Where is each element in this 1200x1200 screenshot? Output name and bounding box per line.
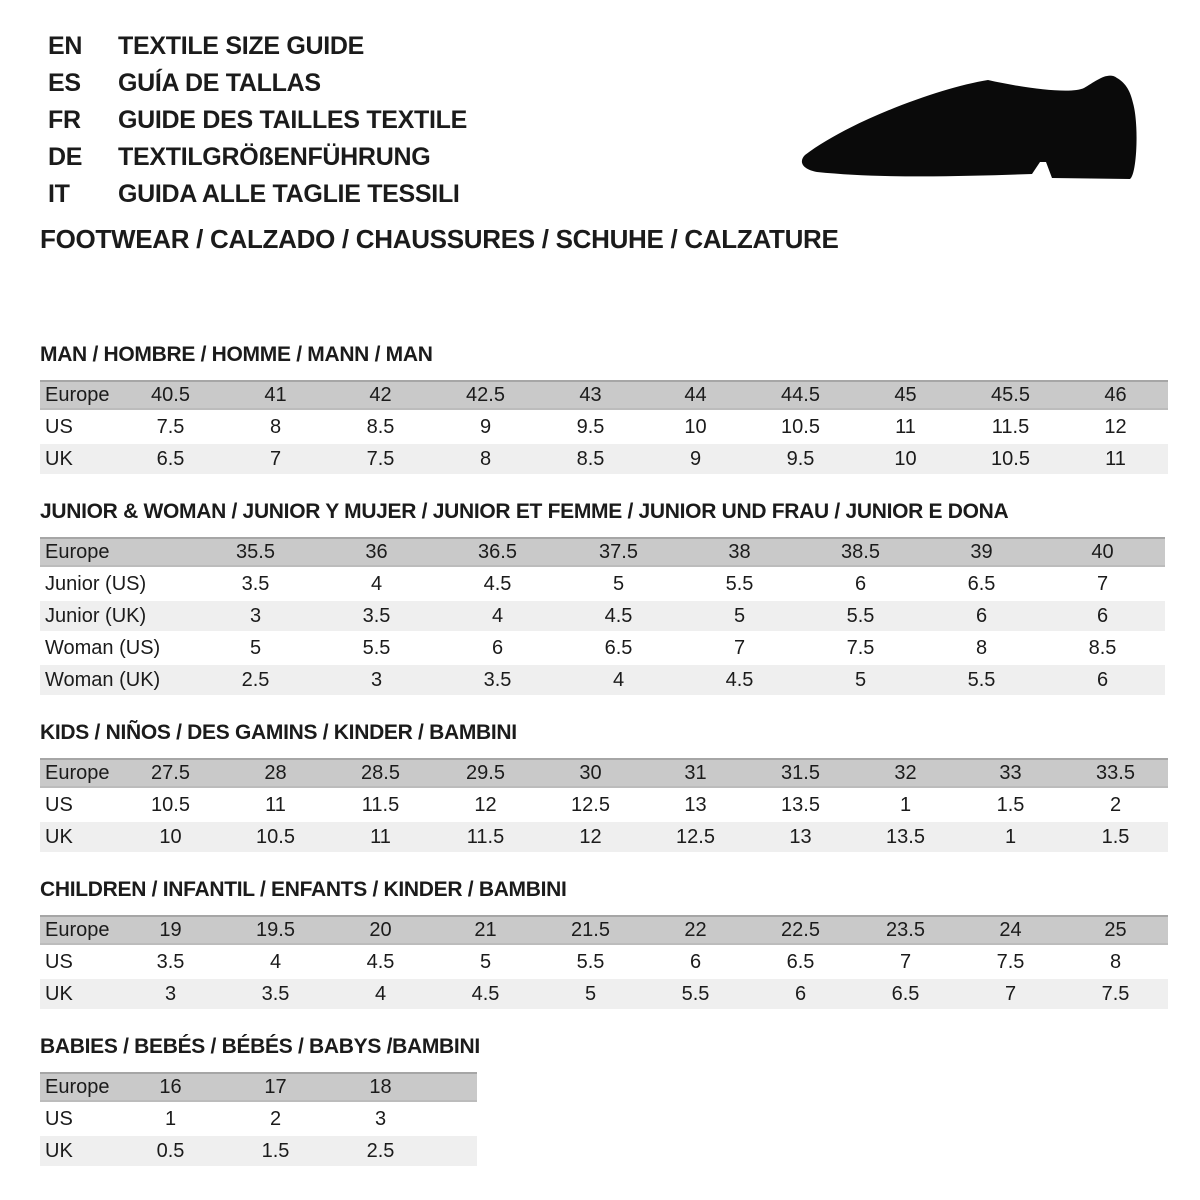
- size-cell: 9: [479, 416, 492, 438]
- size-cell: 22.5: [781, 919, 820, 941]
- size-cell: 32: [894, 762, 917, 784]
- size-cell: 4.5: [366, 951, 395, 973]
- language-code: ES: [48, 69, 81, 97]
- size-cell: 27.5: [151, 762, 190, 784]
- size-cell: 12: [579, 826, 602, 848]
- size-cell: 11: [265, 794, 286, 816]
- size-cell: 12.5: [571, 794, 610, 816]
- table-row: [40, 665, 1165, 695]
- table-row: [40, 790, 1168, 820]
- size-table-section-man: [40, 344, 1168, 474]
- size-cell: 11: [895, 416, 916, 438]
- table-title-junior-woman: JUNIOR & WOMAN / JUNIOR Y MUJER / JUNIOR ET FEMME / JUNIOR UND FRAU / JUNIOR E DONA: [40, 500, 1009, 523]
- size-cell: 33.5: [1096, 762, 1135, 784]
- size-cell: 5.5: [967, 669, 996, 691]
- row-label: Europe: [45, 1076, 110, 1098]
- size-cell: 3: [374, 1108, 387, 1130]
- size-cell: 5: [854, 669, 867, 691]
- size-cell: 10.5: [781, 416, 820, 438]
- size-cell: 24: [999, 919, 1022, 941]
- size-cell: 6.5: [156, 448, 185, 470]
- size-cell: 3: [370, 669, 383, 691]
- size-cell: 6: [1096, 669, 1109, 691]
- size-cell: 6.5: [786, 951, 815, 973]
- size-tables: [40, 344, 1168, 1168]
- size-cell: 9.5: [576, 416, 605, 438]
- size-cell: 7.5: [1101, 983, 1130, 1005]
- size-cell: 6: [491, 637, 504, 659]
- size-cell: 11.5: [361, 794, 400, 816]
- row-label: Europe: [45, 762, 110, 784]
- size-table-section-children: [40, 879, 1168, 1009]
- language-title: GUIDE DES TAILLES TEXTILE: [118, 106, 468, 134]
- size-cell: 36: [365, 541, 388, 563]
- row-label: Europe: [45, 541, 110, 563]
- size-cell: 7.5: [366, 448, 395, 470]
- size-cell: 11: [370, 826, 391, 848]
- size-cell: 39: [970, 541, 993, 563]
- size-cell: 18: [369, 1076, 392, 1098]
- row-label: UK: [45, 983, 73, 1005]
- size-cell: 16: [159, 1076, 182, 1098]
- size-cell: 8.5: [576, 448, 605, 470]
- language-row-fr: [48, 102, 467, 139]
- size-cell: 13: [789, 826, 812, 848]
- table-row: [40, 537, 1165, 567]
- size-cell: 3.5: [241, 573, 270, 595]
- size-cell: 46: [1104, 384, 1127, 406]
- row-label: US: [45, 794, 73, 816]
- size-cell: 1: [1004, 826, 1017, 848]
- table-row: [40, 758, 1168, 788]
- language-code: DE: [48, 143, 83, 171]
- size-cell: 20: [369, 919, 392, 941]
- size-cell: 5.5: [725, 573, 754, 595]
- size-cell: 12.5: [676, 826, 715, 848]
- size-cell: 2: [1109, 794, 1122, 816]
- size-cell: 2.5: [366, 1140, 395, 1162]
- language-row-it: [48, 176, 467, 213]
- table-title-babies: BABIES / BEBÉS / BÉBÉS / BABYS /BAMBINI: [40, 1035, 480, 1058]
- size-cell: 45: [894, 384, 917, 406]
- size-cell: 10.5: [991, 448, 1030, 470]
- language-row-en: [48, 28, 467, 65]
- size-cell: 31.5: [781, 762, 820, 784]
- size-cell: 13: [684, 794, 707, 816]
- size-cell: 35.5: [236, 541, 275, 563]
- size-cell: 4.5: [604, 605, 633, 627]
- table-row: [40, 947, 1168, 977]
- size-cell: 2.5: [241, 669, 270, 691]
- size-cell: 6: [854, 573, 867, 595]
- size-cell: 40: [1091, 541, 1114, 563]
- row-label: US: [45, 951, 73, 973]
- row-label: US: [45, 416, 73, 438]
- size-cell: 7.5: [996, 951, 1025, 973]
- size-cell: 19.5: [256, 919, 295, 941]
- size-cell: 5.5: [362, 637, 391, 659]
- size-cell: 0.5: [156, 1140, 185, 1162]
- language-title: TEXTILGRÖßENFÜHRUNG: [118, 143, 431, 171]
- size-cell: 4: [612, 669, 625, 691]
- row-label: Junior (UK): [45, 605, 147, 627]
- size-cell: 45.5: [991, 384, 1030, 406]
- table-title-children: CHILDREN / INFANTIL / ENFANTS / KINDER / BAMBINI: [40, 878, 567, 901]
- size-cell: 40.5: [151, 384, 190, 406]
- size-cell: 5: [479, 951, 492, 973]
- shoe-silhouette-icon: [790, 62, 1140, 187]
- size-cell: 22: [684, 919, 707, 941]
- language-title-list: [48, 28, 467, 213]
- size-cell: 1.5: [1101, 826, 1130, 848]
- size-cell: 43: [579, 384, 602, 406]
- size-cell: 7: [733, 637, 746, 659]
- size-cell: 4: [370, 573, 383, 595]
- size-cell: 41: [264, 384, 287, 406]
- size-cell: 28.5: [361, 762, 400, 784]
- size-cell: 5.5: [576, 951, 605, 973]
- table-row: [40, 633, 1165, 663]
- table-row: [40, 601, 1165, 631]
- size-cell: 31: [684, 762, 707, 784]
- table-title-kids: KIDS / NIÑOS / DES GAMINS / KINDER / BAMBINI: [40, 721, 517, 744]
- size-cell: 4: [374, 983, 387, 1005]
- size-cell: 36.5: [478, 541, 517, 563]
- size-cell: 10.5: [151, 794, 190, 816]
- size-cell: 21: [474, 919, 497, 941]
- size-cell: 5: [249, 637, 262, 659]
- size-cell: 30: [579, 762, 602, 784]
- size-cell: 3: [249, 605, 262, 627]
- size-cell: 3: [164, 983, 177, 1005]
- row-label: Europe: [45, 919, 110, 941]
- row-label: Woman (US): [45, 637, 161, 659]
- category-heading: FOOTWEAR / CALZADO / CHAUSSURES / SCHUHE / CALZATURE: [40, 224, 839, 254]
- size-cell: 42.5: [466, 384, 505, 406]
- row-label: UK: [45, 448, 73, 470]
- size-cell: 7: [899, 951, 912, 973]
- size-cell: 28: [264, 762, 287, 784]
- table-title-man: MAN / HOMBRE / HOMME / MANN / MAN: [40, 343, 433, 366]
- size-cell: 12: [474, 794, 497, 816]
- size-cell: 3.5: [156, 951, 185, 973]
- size-cell: 42: [369, 384, 392, 406]
- size-cell: 5.5: [681, 983, 710, 1005]
- size-cell: 5: [584, 983, 597, 1005]
- table-row: [40, 979, 1168, 1009]
- shoe-silhouette-path: [802, 76, 1137, 179]
- size-cell: 11: [1105, 448, 1126, 470]
- size-cell: 8.5: [366, 416, 395, 438]
- size-cell: 8: [269, 416, 282, 438]
- size-cell: 10.5: [256, 826, 295, 848]
- size-cell: 2: [269, 1108, 282, 1130]
- size-cell: 8: [975, 637, 988, 659]
- size-cell: 4.5: [471, 983, 500, 1005]
- size-cell: 7: [269, 448, 282, 470]
- size-cell: 1: [899, 794, 912, 816]
- size-cell: 4.5: [725, 669, 754, 691]
- size-cell: 4.5: [483, 573, 512, 595]
- size-table-section-babies: [40, 1036, 1168, 1166]
- size-table-section-junior-woman: [40, 501, 1168, 695]
- size-cell: 6: [794, 983, 807, 1005]
- size-cell: 23.5: [886, 919, 925, 941]
- size-cell: 3.5: [362, 605, 391, 627]
- size-cell: 38.5: [841, 541, 880, 563]
- language-code: IT: [48, 180, 70, 208]
- size-cell: 1: [164, 1108, 177, 1130]
- size-cell: 3.5: [483, 669, 512, 691]
- size-cell: 33: [999, 762, 1022, 784]
- size-cell: 10: [894, 448, 917, 470]
- size-cell: 13.5: [886, 826, 925, 848]
- row-label: Woman (UK): [45, 669, 161, 691]
- size-cell: 17: [264, 1076, 287, 1098]
- size-cell: 6: [975, 605, 988, 627]
- size-cell: 12: [1104, 416, 1127, 438]
- size-cell: 5: [733, 605, 746, 627]
- size-cell: 6.5: [604, 637, 633, 659]
- table-row: [40, 412, 1168, 442]
- size-cell: 9.5: [786, 448, 815, 470]
- row-label: US: [45, 1108, 73, 1130]
- table-row: [40, 444, 1168, 474]
- row-label: UK: [45, 826, 73, 848]
- size-table-section-kids: [40, 722, 1168, 852]
- size-cell: 8: [479, 448, 492, 470]
- size-cell: 11.5: [466, 826, 505, 848]
- table-row: [40, 1104, 477, 1134]
- table-row: [40, 569, 1165, 599]
- size-cell: 6: [689, 951, 702, 973]
- language-title: GUÍA DE TALLAS: [118, 69, 321, 97]
- table-row: [40, 822, 1168, 852]
- size-cell: 7.5: [846, 637, 875, 659]
- size-cell: 5.5: [846, 605, 875, 627]
- language-title: GUIDA ALLE TAGLIE TESSILI: [118, 180, 460, 208]
- size-cell: 29.5: [466, 762, 505, 784]
- size-cell: 7: [1004, 983, 1017, 1005]
- table-row: [40, 1136, 477, 1166]
- size-cell: 44.5: [781, 384, 820, 406]
- size-cell: 7: [1096, 573, 1109, 595]
- size-cell: 8.5: [1088, 637, 1117, 659]
- size-cell: 8: [1109, 951, 1122, 973]
- size-cell: 21.5: [571, 919, 610, 941]
- language-row-de: [48, 139, 467, 176]
- size-cell: 38: [728, 541, 751, 563]
- size-cell: 1.5: [261, 1140, 290, 1162]
- row-label: UK: [45, 1140, 73, 1162]
- table-row: [40, 1072, 477, 1102]
- size-cell: 25: [1104, 919, 1127, 941]
- size-cell: 1.5: [996, 794, 1025, 816]
- size-cell: 11.5: [991, 416, 1030, 438]
- size-cell: 4: [491, 605, 504, 627]
- size-cell: 10: [684, 416, 707, 438]
- size-cell: 10: [159, 826, 182, 848]
- size-cell: 9: [689, 448, 702, 470]
- size-cell: 19: [159, 919, 182, 941]
- language-title: TEXTILE SIZE GUIDE: [118, 32, 365, 60]
- language-row-es: [48, 65, 467, 102]
- table-row: [40, 380, 1168, 410]
- size-cell: 13.5: [781, 794, 820, 816]
- size-cell: 7.5: [156, 416, 185, 438]
- language-code: EN: [48, 32, 83, 60]
- size-cell: 37.5: [599, 541, 638, 563]
- size-cell: 3.5: [261, 983, 290, 1005]
- table-row: [40, 915, 1168, 945]
- language-code: FR: [48, 106, 81, 134]
- size-cell: 44: [684, 384, 707, 406]
- size-cell: 6: [1096, 605, 1109, 627]
- row-label: Junior (US): [45, 573, 147, 595]
- size-cell: 6.5: [967, 573, 996, 595]
- row-label: Europe: [45, 384, 110, 406]
- size-cell: 6.5: [891, 983, 920, 1005]
- size-cell: 4: [269, 951, 282, 973]
- size-cell: 5: [612, 573, 625, 595]
